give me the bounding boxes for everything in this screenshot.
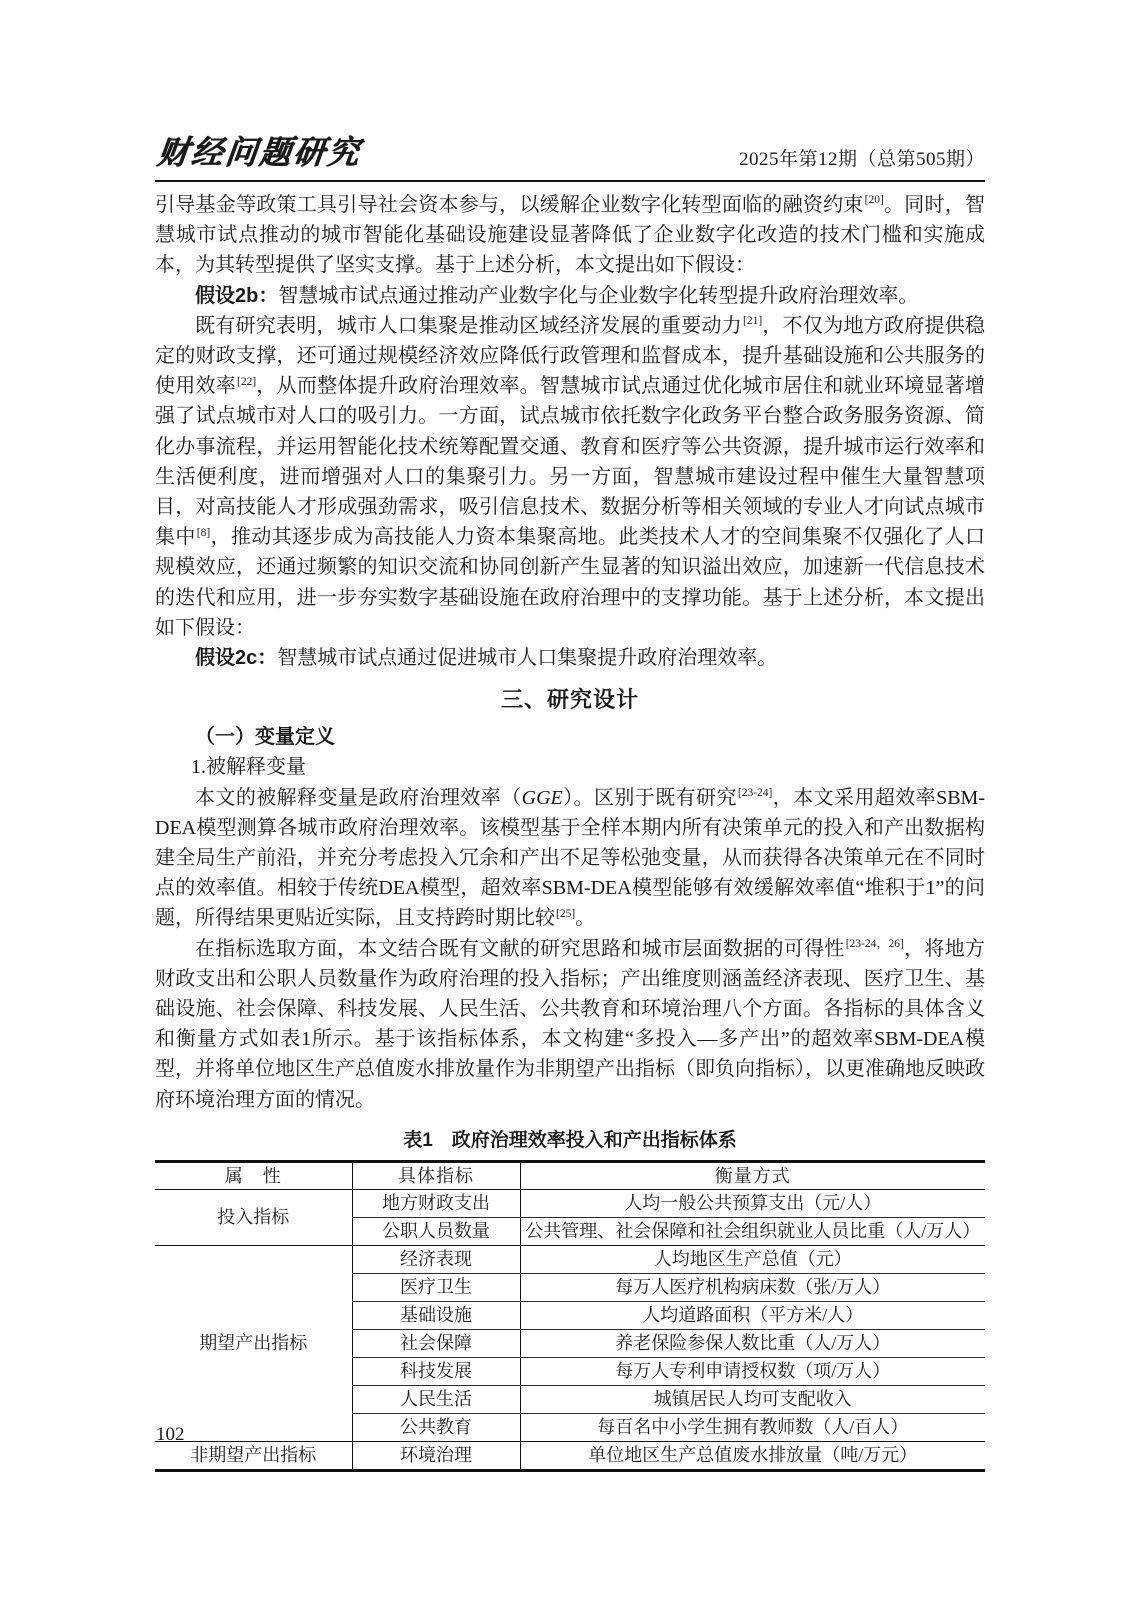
header-attribute: 属 性 <box>155 1161 352 1189</box>
measure-cell: 人均一般公共预算支出（元/人） <box>520 1189 985 1217</box>
table-title: 表1 政府治理效率投入和产出指标体系 <box>403 1129 737 1151</box>
text-run: 智慧城市试点通过促进城市人口集聚提升政府治理效率。 <box>277 647 778 670</box>
table-row <box>155 1245 985 1273</box>
table-row <box>155 1189 985 1217</box>
journal-header <box>155 128 985 182</box>
indicator-cell: 环境治理 <box>352 1441 520 1470</box>
variable-symbol: GGE <box>521 786 563 809</box>
page-number: 102 <box>156 1424 185 1445</box>
hypothesis-2b <box>155 281 985 311</box>
paragraph-gge <box>155 783 985 934</box>
issue-info: 2025年第12期（总第505期） <box>738 149 985 170</box>
paragraph-continued <box>155 190 985 281</box>
measure-cell: 每万人专利申请授权数（项/万人） <box>520 1357 985 1385</box>
table-body <box>155 1189 985 1470</box>
measure-cell: 城镇居民人均可支配收入 <box>520 1385 985 1413</box>
indicator-cell: 科技发展 <box>352 1357 520 1385</box>
citation-superscript: [20] <box>864 194 884 207</box>
text-run: ，将地方财政支出和公职人员数量作为政府治理的投入指标；产出维度则涵盖经济表现、医疗卫生、基础设施、社会保障、科技发展、人民生活、公共教育和环境治理八个方面。各指标的具体含义和衡量方式如表1所示。基于该指标体系，本文构建“多投入—多产出”的超效率SBM-DEA模型，并将单位地区生产总值废水排放量作为非期望产出指标（即负向指标），以更准确地反映政府环境治理方面的情况。 <box>155 937 986 1111</box>
indicator-cell: 社会保障 <box>352 1329 520 1357</box>
header-measure: 衡量方式 <box>520 1161 985 1189</box>
measure-cell: 每万人医疗机构病床数（张/万人） <box>520 1273 985 1301</box>
text-run: ，本文采用超效率SBM-DEA模型测算各城市政府治理效率。该模型基于全样本期内所有决策单元的投入和产出数据构建全局生产前沿，并充分考虑投入冗余和产出不足等松弛变量，从而获得各决策单元在不同时点的效率值。相较于传统DEA模型，超效率SBM-DEA模型能够有效缓解效率值“堆积于1”的问题，所得结果更贴近实际，且支持跨时期比较 <box>155 786 986 930</box>
indicator-cell: 人民生活 <box>352 1385 520 1413</box>
measure-cell: 人均地区生产总值（元） <box>520 1245 985 1273</box>
citation-superscript: [8] <box>196 526 211 539</box>
citation-superscript: [22] <box>236 375 257 388</box>
text-run: 。 <box>575 907 596 930</box>
text-run: 既有研究表明，城市人口集聚是推动区域经济发展的重要动力 <box>195 314 742 337</box>
paragraph-population <box>155 311 985 643</box>
text-run: ）。区别于既有研究 <box>562 786 737 809</box>
subsection-heading: （一）变量定义 <box>195 726 335 749</box>
measure-cell: 养老保险参保人数比重（人/万人） <box>520 1329 985 1357</box>
measure-cell: 单位地区生产总值废水排放量（吨/万元） <box>520 1441 985 1470</box>
subsubsection-heading: 1.被解释变量 <box>191 756 306 779</box>
attribute-cell: 期望产出指标 <box>155 1245 352 1441</box>
text-run: ，不仅为地方政府提供稳定的财政支撑，还可通过规模经济效应降低行政管理和监督成本，提升基础设施和公共服务的使用效率 <box>155 314 986 398</box>
hypothesis-label: 假设2b： <box>195 284 279 307</box>
indicator-cell: 公职人员数量 <box>352 1217 520 1245</box>
indicator-cell: 医疗卫生 <box>352 1273 520 1301</box>
table-header-row <box>155 1161 985 1189</box>
attribute-cell: 非期望产出指标 <box>190 1445 317 1466</box>
indicator-cell: 经济表现 <box>352 1245 520 1273</box>
text-run: 在指标选取方面，本文结合既有文献的研究思路和城市层面数据的可得性 <box>195 937 845 960</box>
indicator-cell: 公共教育 <box>352 1413 520 1441</box>
text-run: 。同时，智慧城市试点推动的城市智能化基础设施建设显著降低了企业数字化改造的技术门槛和实施成本，为其转型提供了坚实支撑。基于上述分析，本文提出如下假设： <box>155 194 986 277</box>
text-run: 引导基金等政策工具引导社会资本参与，以缓解企业数字化转型面临的融资约束 <box>155 194 864 216</box>
citation-superscript: [25] <box>556 907 576 920</box>
measure-cell: 人均道路面积（平方米/人） <box>520 1301 985 1329</box>
citation-superscript: [23-24] <box>737 787 773 799</box>
hypothesis-2c <box>155 643 985 673</box>
table-row <box>155 1441 985 1470</box>
citation-superscript: [21] <box>742 315 763 328</box>
indicator-cell: 地方财政支出 <box>352 1189 520 1217</box>
indicator-cell: 基础设施 <box>352 1301 520 1329</box>
text-run: 智慧城市试点通过推动产业数字化与企业数字化转型提升政府治理效率。 <box>278 284 919 307</box>
attribute-cell: 投入指标 <box>155 1189 352 1245</box>
header-indicator: 具体指标 <box>352 1161 520 1189</box>
text-run: ，从而整体提升政府治理效率。智慧城市试点通过优化城市居住和就业环境显著增强了试点城市对人口的吸引力。一方面，试点城市依托数字化政务平台整合政务服务资源、简化办事流程，并运用智能化技术统筹配置交通、教育和医疗等公共资源，提升城市运行效率和生活便利度，进而增强对人口的集聚引力。另一方面，智慧城市建设过程中催生大量智慧项目，对高技能人才形成强劲需求，吸引信息技术、数据分析等相关领域的专业人才向试点城市集中 <box>155 375 986 549</box>
page-content <box>155 128 985 1472</box>
journal-logo: 财经问题研究 <box>155 134 364 171</box>
table-head <box>155 1161 985 1189</box>
measure-cell: 每百名中小学生拥有教师数（人/百人） <box>520 1413 985 1441</box>
hypothesis-label: 假设2c： <box>195 647 278 670</box>
text-run: ，推动其逐步成为高技能人力资本集聚高地。此类技术人才的空间集聚不仅强化了人口规模效应，还通过频繁的知识交流和协同创新产生显著的知识溢出效应，加速新一代信息技术的迭代和应用，进一步夯实数字基础设施在政府治理中的支撑功能。基于上述分析，本文提出如下假设： <box>155 526 986 639</box>
text-run: 本文的被解释变量是政府治理效率（ <box>195 786 522 809</box>
section-heading: 三、研究设计 <box>500 687 639 713</box>
measure-cell: 公共管理、社会保障和社会组织就业人员比重（人/万人） <box>520 1217 985 1245</box>
indicator-table <box>155 1160 985 1472</box>
paragraph-indicators <box>155 934 985 1115</box>
citation-superscript: [23-24，26] <box>845 938 904 951</box>
